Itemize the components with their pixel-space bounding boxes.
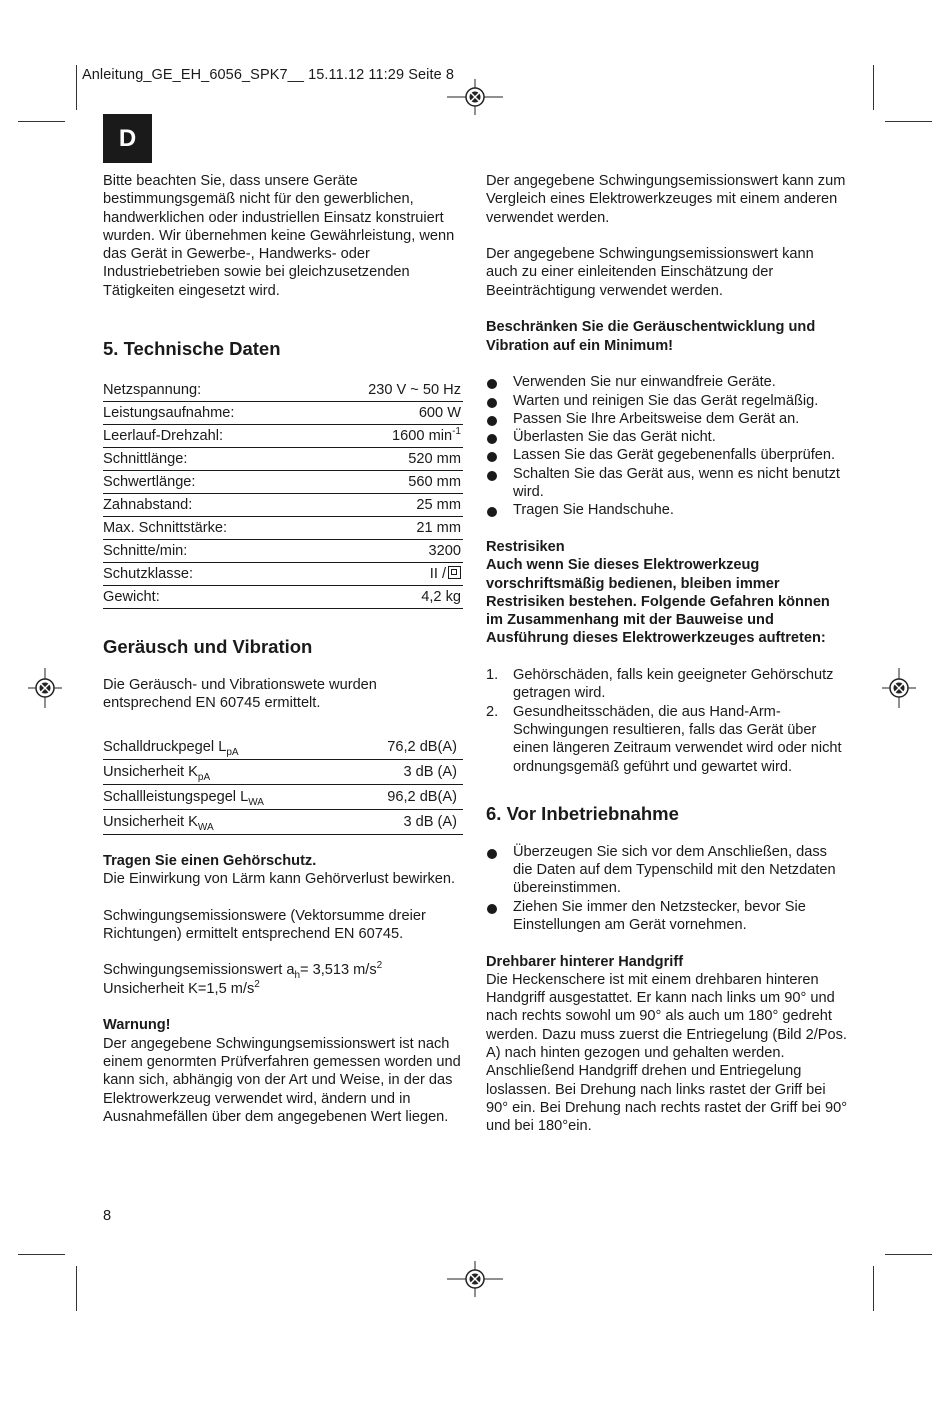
- tech-data-value: 230 V ~ 50 Hz: [312, 379, 463, 402]
- vibration-value: Schwingungsemissionswert $a_h= 3,513$ $m/s^2$: [103, 960, 383, 982]
- tech-data-label: Leistungsaufnahme:: [103, 402, 312, 425]
- crop-mark: [18, 1254, 65, 1255]
- tech-data-row: [103, 586, 463, 609]
- right-column: [486, 172, 848, 1136]
- protect-title: Tragen Sie einen Gehörschutz.: [103, 852, 317, 869]
- limit-list-item: Warten und reinigen Sie das Gerät regelmäßig.: [486, 392, 848, 410]
- crop-mark: [885, 1254, 932, 1255]
- print-header: Anleitung_GE_EH_6056_SPK7__ 15.11.12 11:29 Seite 8: [82, 67, 455, 83]
- page-number: 8: [103, 1208, 112, 1224]
- crop-mark: [76, 65, 77, 110]
- residual-risk-text: Auch wenn Sie dieses Elektrowerkzeug vorschriftsmäßig bedienen, bleiben immer Restrisiken bestehen. Folgende Gefahren können im Zusammenhang mit der Bauweise und Ausführung dieses Elektrowerkzeuges auftreten:: [486, 557, 830, 647]
- tech-data-label: Schnittlänge:: [103, 448, 312, 471]
- setup-list: [486, 843, 848, 934]
- limit-list-item: Lassen Sie das Gerät gegebenenfalls überprüfen.: [486, 446, 848, 464]
- setup-list-item: Überzeugen Sie sich vor dem Anschließen, dass die Daten auf dem Typenschild mit den Netzdaten übereinstimmen.: [486, 843, 848, 898]
- tech-data-label: Leerlauf-Drehzahl:: [103, 425, 312, 448]
- noise-row: [103, 809, 463, 834]
- limit-list-item: Tragen Sie Handschuhe.: [486, 501, 848, 519]
- registration-mark-icon: [874, 668, 924, 708]
- limit-list: [486, 373, 848, 519]
- residual-risk-title: Restrisiken: [486, 538, 565, 555]
- noise-value: 3 dB (A): [348, 809, 463, 834]
- tech-data-label: Schwertlänge:: [103, 471, 312, 494]
- tech-data-row: [103, 379, 463, 402]
- limit-title: Beschränken Sie die Geräuschentwicklung und Vibration auf ein Minimum!: [486, 319, 816, 354]
- tech-data-table: [103, 379, 463, 609]
- tech-data-row: [103, 425, 463, 448]
- limit-list-item: Passen Sie Ihre Arbeitsweise dem Gerät an.: [486, 410, 848, 428]
- limit-list-item: Überlasten Sie das Gerät nicht.: [486, 428, 848, 446]
- noise-row: [103, 784, 463, 809]
- crop-mark: [873, 1266, 874, 1311]
- tech-data-row: [103, 494, 463, 517]
- tech-data-row: [103, 471, 463, 494]
- noise-label: Unsicherheit $K_{pA}$: [103, 759, 348, 784]
- tech-data-label: Schutzklasse:: [103, 563, 312, 586]
- tech-data-row: [103, 448, 463, 471]
- tech-data-value: II /: [312, 563, 463, 586]
- registration-mark-icon: [445, 77, 505, 117]
- vibration-estimate-paragraph: Der angegebene Schwingungsemissionswert kann auch zu einer einleitenden Einschätzung der Beeinträchtigung verwendet werden.: [486, 246, 814, 299]
- tech-data-label: Zahnabstand:: [103, 494, 312, 517]
- grip-title: Drehbarer hinterer Handgriff: [486, 953, 684, 970]
- crop-mark: [18, 121, 65, 122]
- limit-list-item: Schalten Sie das Gerät aus, wenn es nicht benutzt wird.: [486, 465, 848, 502]
- tech-data-value: 520 mm: [312, 448, 463, 471]
- tech-data-value: 1600 $\min^{-1}$: [312, 425, 463, 448]
- tech-data-value: 600 W: [312, 402, 463, 425]
- tech-data-label: Gewicht:: [103, 586, 312, 609]
- noise-value: 3 dB (A): [348, 759, 463, 784]
- noise-label: Unsicherheit $K_{WA}$: [103, 809, 348, 834]
- tech-data-row: [103, 517, 463, 540]
- tech-data-value: 21 mm: [312, 517, 463, 540]
- limit-list-item: Verwenden Sie nur einwandfreie Geräte.: [486, 373, 848, 391]
- noise-value: 96,2 dB(A): [348, 784, 463, 809]
- residual-risk-item: 2. Gesundheitsschäden, die aus Hand-Arm-Schwingungen resultieren, falls das Gerät über einen längeren Zeitraum verwendet wird oder nicht ordnungsgemäß geführt und gewartet wird.: [486, 703, 842, 775]
- warning-text: Der angegebene Schwingungsemissionswert ist nach einem genormten Prüfverfahren gemessen worden und kann sich, abhängig von der Art und Weise, in der das Elektrowerkzeug verwendet wird, ändern und in Ausnahmefällen über dem angegebenen Wert liegen.: [103, 1035, 461, 1125]
- residual-risk-list: [486, 666, 848, 776]
- tech-data-value: 560 mm: [312, 471, 463, 494]
- vibration-uncertainty: Unsicherheit K=1,5 $m/s^2$: [103, 978, 260, 997]
- tech-data-value: 3200: [312, 540, 463, 563]
- warning-title: Warnung!: [103, 1017, 171, 1034]
- residual-risk-item: 1. Gehörschäden, falls kein geeigneter Gehörschutz getragen wird.: [486, 667, 834, 702]
- language-tab: D: [103, 114, 152, 163]
- tech-data-value: 4,2 kg: [312, 586, 463, 609]
- noise-label: Schalldruckpegel $L_{pA}$: [103, 735, 348, 760]
- tech-data-value: 25 mm: [312, 494, 463, 517]
- tech-data-label: Schnitte/min:: [103, 540, 312, 563]
- noise-value: 76,2 dB(A): [348, 735, 463, 760]
- crop-mark: [76, 1266, 77, 1311]
- tech-data-label: Netzspannung:: [103, 379, 312, 402]
- tech-data-row: [103, 402, 463, 425]
- noise-table: [103, 735, 463, 835]
- tech-data-row: [103, 540, 463, 563]
- intro-paragraph: Bitte beachten Sie, dass unsere Geräte bestimmungsgemäß nicht für den gewerblichen, handwerklichen oder industriellen Einsatz konstruiert wurden. Wir übernehmen keine Gewährleistung, wenn das Gerät in Gewerbe-, Handwerks- oder Industriebetrieben sowie bei gleichzusetzenden Tätigkeiten eingesetzt wird.: [103, 173, 455, 299]
- noise-row: [103, 759, 463, 784]
- vibration-compare-paragraph: Der angegebene Schwingungsemissionswert kann zum Vergleich eines Elektrowerkzeuges mit einem anderen verwendet werden.: [486, 173, 846, 226]
- tech-data-row: [103, 563, 463, 586]
- crop-mark: [885, 121, 932, 122]
- noise-row: [103, 735, 463, 760]
- vibration-text: Schwingungsemissionswere (Vektorsumme dreier Richtungen) ermittelt entsprechend EN 60745.: [103, 907, 426, 942]
- noise-label: Schallleistungspegel $L_{WA}$: [103, 784, 348, 809]
- registration-mark-icon: [445, 1259, 505, 1299]
- crop-mark: [873, 65, 874, 110]
- protection-class-icon: [448, 566, 461, 579]
- tech-data-heading: 5. Technische Daten: [103, 338, 281, 360]
- noise-heading: Geräusch und Vibration: [103, 636, 313, 658]
- setup-heading: 6. Vor Inbetriebnahme: [486, 802, 679, 824]
- left-column: [103, 172, 465, 1126]
- tech-data-label: Max. Schnittstärke:: [103, 517, 312, 540]
- setup-list-item: Ziehen Sie immer den Netzstecker, bevor Sie Einstellungen am Gerät vornehmen.: [486, 898, 848, 935]
- noise-intro: Die Geräusch- und Vibrationswete wurden entsprechend EN 60745 ermittelt.: [103, 677, 377, 712]
- grip-text: Die Heckenschere ist mit einem drehbaren hinteren Handgriff ausgestattet. Er kann nach links um 90° und nach rechts sowohl um 90° als auch um 180° gedreht werden. Dazu muss zuerst die Entriegelung (Bild 2/Pos. A) nach hinten gezogen und gehalten werden. Anschließend Handgriff drehen und Entriegelung loslassen. Bei Drehung nach links rastet der Griff bei 90° ein. Bei Drehung nach rechts rastet der Griff bei 90° und bei 180°ein.: [486, 971, 848, 1135]
- protect-text: Die Einwirkung von Lärm kann Gehörverlust bewirken.: [103, 870, 456, 887]
- registration-mark-icon: [20, 668, 70, 708]
